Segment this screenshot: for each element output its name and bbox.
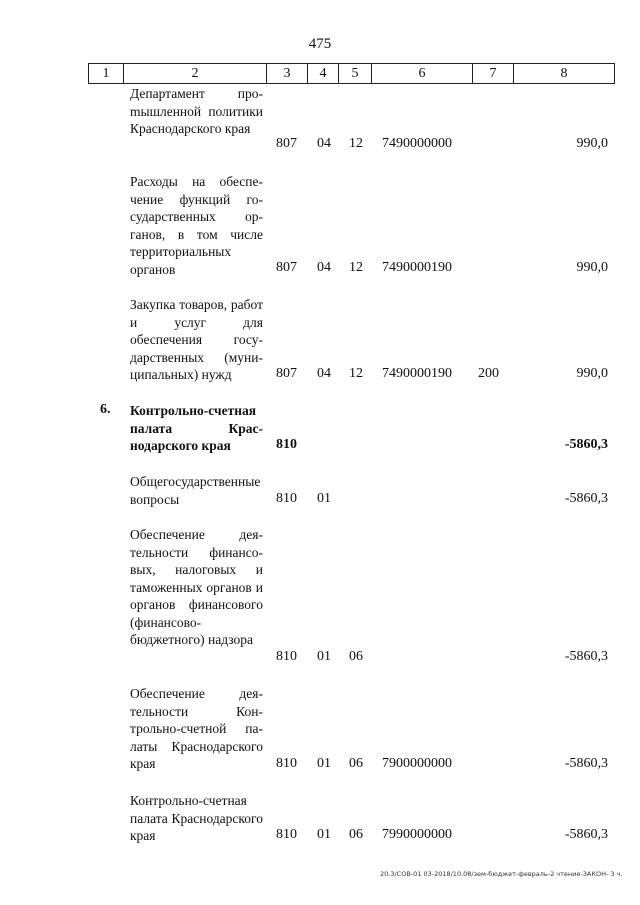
row-amount: 990,0	[576, 366, 608, 381]
row-code-4: 04	[317, 366, 331, 381]
row-code-3: 810	[276, 491, 297, 506]
row-name: Расходы на обеспечение функций государственных органов, в том числе территориальных органов	[130, 174, 263, 277]
row-code-4: 01	[317, 756, 331, 771]
column-header-7: 7	[473, 64, 514, 84]
row-code-5: 12	[349, 366, 363, 381]
column-header-4: 4	[308, 64, 339, 84]
row-name: Обеспечение деятельности Контрольно-счетной палаты Краснодарского края	[130, 686, 263, 771]
column-header-2: 2	[124, 64, 267, 84]
page-number: 475	[308, 36, 332, 52]
document-footer: 20.3/СОВ-01 03-2018/10.08/зем-бюджет-февраль-2 чтение-ЗАКОН- 3 ч.	[380, 870, 623, 878]
row-code-4: 01	[317, 827, 331, 842]
column-header-5: 5	[339, 64, 372, 84]
row-amount: 990,0	[576, 136, 608, 151]
row-code-3: 810	[276, 437, 297, 452]
row-code-6: 7990000000	[382, 827, 452, 842]
row-code-5: 06	[349, 756, 363, 771]
row-code-3: 810	[276, 756, 297, 771]
row-code-4: 04	[317, 136, 331, 151]
row-name: Закупка товаров, работ и услуг для обеспечения государственных (муниципальных) нужд	[130, 297, 263, 382]
column-header-1: 1	[89, 64, 124, 84]
row-code-6: 7490000190	[382, 260, 452, 275]
row-name: Контрольно-счетная палата Краснодарского края	[130, 793, 263, 843]
row-code-4: 01	[317, 649, 331, 664]
row-code-6: 7490000190	[382, 366, 452, 381]
row-amount: 990,0	[576, 260, 608, 275]
row-name: Контрольно-счетная палата Краснодарского края	[130, 403, 263, 453]
row-amount: -5860,3	[564, 756, 608, 771]
row-code-6: 7900000000	[382, 756, 452, 771]
row-code-3: 810	[276, 827, 297, 842]
row-code-3: 807	[276, 260, 297, 275]
row-name: Общегосударственные вопросы	[130, 474, 261, 507]
column-header-table	[88, 63, 615, 84]
row-amount: -5860,3	[564, 491, 608, 506]
section-number: 6.	[100, 402, 111, 417]
row-amount: -5860,3	[564, 827, 608, 842]
row-code-5: 06	[349, 827, 363, 842]
row-code-6: 7490000000	[382, 136, 452, 151]
row-name: Обеспечение деятельности финансовых, налоговых и таможенных органов и органов финансового (финансово-бюджетного) надзора	[130, 527, 263, 647]
row-code-5: 06	[349, 649, 363, 664]
row-amount: -5860,3	[564, 649, 608, 664]
row-code-7: 200	[478, 366, 499, 381]
column-header-8: 8	[514, 64, 615, 84]
row-code-4: 04	[317, 260, 331, 275]
row-name: Департамент проmышленной политики Краснодарского края	[130, 86, 263, 136]
row-code-5: 12	[349, 136, 363, 151]
column-header-3: 3	[267, 64, 308, 84]
row-code-4: 01	[317, 491, 331, 506]
row-code-5: 12	[349, 260, 363, 275]
row-code-3: 810	[276, 649, 297, 664]
row-code-3: 807	[276, 366, 297, 381]
row-code-3: 807	[276, 136, 297, 151]
column-header-6: 6	[372, 64, 473, 84]
row-amount: -5860,3	[564, 437, 608, 452]
